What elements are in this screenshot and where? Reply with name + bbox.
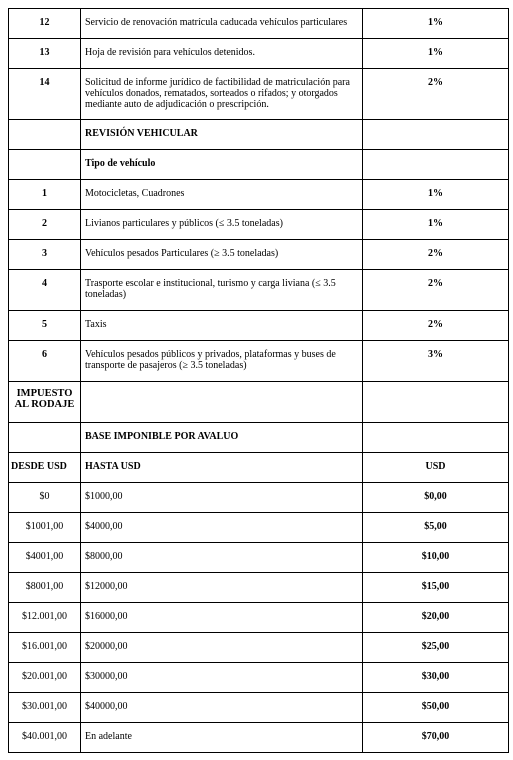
table-row	[9, 483, 509, 513]
hasta-value: $4000,00	[81, 513, 363, 543]
usd-value: $20,00	[363, 603, 509, 633]
revision-description: Vehículos pesados Particulares (≥ 3.5 toneladas)	[81, 240, 363, 270]
table-row	[9, 693, 509, 723]
usd-value: $30,00	[363, 663, 509, 693]
table-row	[9, 39, 509, 69]
tipo-header: Tipo de vehículo	[81, 150, 363, 180]
empty-cell	[9, 120, 81, 150]
revision-percent: 1%	[363, 210, 509, 240]
table-row	[9, 663, 509, 693]
desde-value: $16.001,00	[9, 633, 81, 663]
revision-number: 1	[9, 180, 81, 210]
revision-percent: 3%	[363, 341, 509, 382]
usd-header: USD	[363, 453, 509, 483]
hasta-value: $8000,00	[81, 543, 363, 573]
table-row	[9, 341, 509, 382]
service-description: Solicitud de informe jurídico de factibilidad de matriculación para vehículos donados, rematados, sorteados o rifados; y otorgados mediante auto de adjudicación o prescripción.	[81, 69, 363, 120]
section-header-row	[9, 120, 509, 150]
table-row	[9, 180, 509, 210]
service-description: Servicio de renovación matrícula caducada vehículos particulares	[81, 9, 363, 39]
hasta-value: En adelante	[81, 723, 363, 753]
revision-number: 6	[9, 341, 81, 382]
table-row	[9, 513, 509, 543]
service-description: Hoja de revisión para vehículos detenidos.	[81, 39, 363, 69]
table-row	[9, 543, 509, 573]
empty-cell	[363, 382, 509, 423]
revision-description: Livianos particulares y públicos (≤ 3.5 toneladas)	[81, 210, 363, 240]
base-imponible-label: BASE IMPONIBLE POR AVALUO	[81, 423, 363, 453]
revision-description: Motocicletas, Cuadrones	[81, 180, 363, 210]
fees-table	[8, 8, 509, 753]
section-header-row	[9, 382, 509, 423]
desde-value: $20.001,00	[9, 663, 81, 693]
service-number: 13	[9, 39, 81, 69]
revision-description: Taxis	[81, 311, 363, 341]
hasta-value: $16000,00	[81, 603, 363, 633]
table-row	[9, 311, 509, 341]
empty-cell	[81, 382, 363, 423]
empty-cell	[9, 150, 81, 180]
usd-value: $10,00	[363, 543, 509, 573]
usd-value: $0,00	[363, 483, 509, 513]
table-row	[9, 723, 509, 753]
section-header-row	[9, 150, 509, 180]
column-header-row	[9, 453, 509, 483]
revision-number: 5	[9, 311, 81, 341]
service-percent: 1%	[363, 9, 509, 39]
desde-header: DESDE USD	[9, 453, 81, 483]
revision-number: 3	[9, 240, 81, 270]
usd-value: $25,00	[363, 633, 509, 663]
hasta-value: $1000,00	[81, 483, 363, 513]
desde-value: $1001,00	[9, 513, 81, 543]
hasta-header: HASTA USD	[81, 453, 363, 483]
revision-description: Trasporte escolar e institucional, turismo y carga liviana (≤ 3.5 toneladas)	[81, 270, 363, 311]
hasta-value: $40000,00	[81, 693, 363, 723]
revision-number: 2	[9, 210, 81, 240]
desde-value: $12.001,00	[9, 603, 81, 633]
hasta-value: $12000,00	[81, 573, 363, 603]
revision-percent: 2%	[363, 270, 509, 311]
usd-value: $50,00	[363, 693, 509, 723]
table-row	[9, 210, 509, 240]
section-header-row	[9, 423, 509, 453]
service-percent: 2%	[363, 69, 509, 120]
revision-header: REVISIÓN VEHICULAR	[81, 120, 363, 150]
desde-value: $4001,00	[9, 543, 81, 573]
revision-description: Vehículos pesados públicos y privados, plataformas y buses de transporte de pasajeros (≥ 3.5 toneladas)	[81, 341, 363, 382]
service-percent: 1%	[363, 39, 509, 69]
hasta-value: $20000,00	[81, 633, 363, 663]
usd-value: $5,00	[363, 513, 509, 543]
table-row	[9, 69, 509, 120]
revision-percent: 1%	[363, 180, 509, 210]
table-row	[9, 573, 509, 603]
empty-cell	[363, 423, 509, 453]
desde-value: $0	[9, 483, 81, 513]
service-number: 12	[9, 9, 81, 39]
usd-value: $15,00	[363, 573, 509, 603]
table-row	[9, 9, 509, 39]
empty-cell	[9, 423, 81, 453]
hasta-value: $30000,00	[81, 663, 363, 693]
service-number: 14	[9, 69, 81, 120]
revision-percent: 2%	[363, 311, 509, 341]
empty-cell	[363, 150, 509, 180]
table-row	[9, 603, 509, 633]
impuesto-label: IMPUESTO AL RODAJE	[9, 382, 81, 423]
desde-value: $40.001,00	[9, 723, 81, 753]
table-row	[9, 270, 509, 311]
table-row	[9, 240, 509, 270]
empty-cell	[363, 120, 509, 150]
desde-value: $8001,00	[9, 573, 81, 603]
revision-number: 4	[9, 270, 81, 311]
table-row	[9, 633, 509, 663]
usd-value: $70,00	[363, 723, 509, 753]
revision-percent: 2%	[363, 240, 509, 270]
desde-value: $30.001,00	[9, 693, 81, 723]
